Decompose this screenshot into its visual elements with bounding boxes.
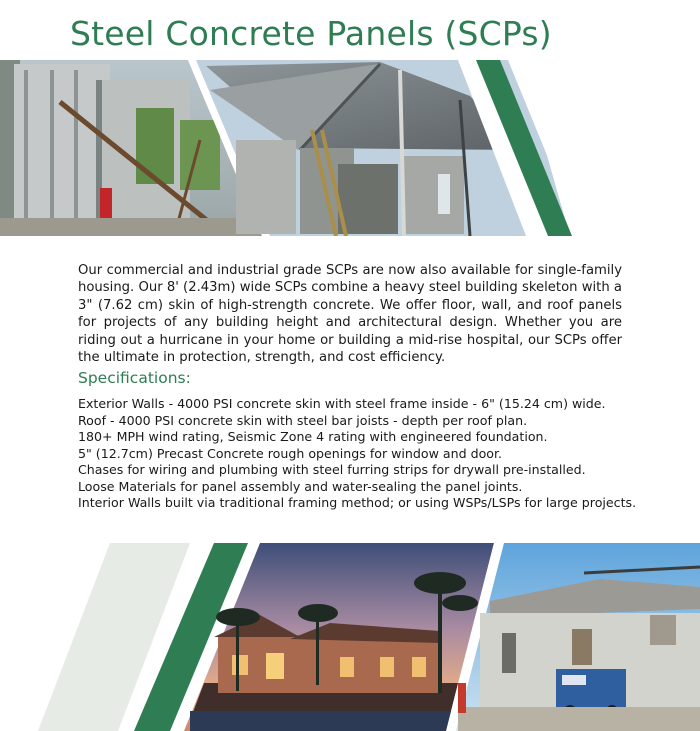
specifications-list: [78, 396, 638, 512]
intro-paragraph: Our commercial and industrial grade SCPs are now also available for single-family housing. Our 8' (2.43m) wide SCPs combine a heavy steel building skeleton with a 3" (7.62 cm) skin of high-strength concrete. We offer floor, wall, and roof panels for projects of any building height and architectural design. Whether you are riding out a hurricane in your home or building a mid-rise hospital, our SCPs offer the ultimate in protection, strength, and cost efficiency.: [78, 263, 622, 366]
spec-item: Roof - 4000 PSI concrete skin with steel bar joists - depth per roof plan.: [78, 412, 528, 428]
bottom-photo-band: [0, 543, 700, 731]
page-title: Steel Concrete Panels (SCPs): [70, 14, 552, 53]
spec-item: 5" (12.7cm) Precast Concrete rough openings for window and door.: [78, 445, 503, 461]
spec-item: Chases for wiring and plumbing with steel furring strips for drywall pre-installed.: [78, 462, 586, 477]
specifications-heading: Specifications:: [78, 369, 191, 387]
spec-item: 180+ MPH wind rating, Seismic Zone 4 rating with engineered foundation.: [78, 429, 548, 444]
spec-item: Exterior Walls - 4000 PSI concrete skin with steel frame inside - 6" (15.24 cm) wide.: [78, 396, 606, 411]
top-photo-band: [0, 60, 700, 236]
spec-item: Loose Materials for panel assembly and water-sealing the panel joints.: [78, 478, 523, 494]
spec-item: Interior Walls built via traditional framing method; or using WSPs/LSPs for large projects.: [78, 495, 637, 510]
